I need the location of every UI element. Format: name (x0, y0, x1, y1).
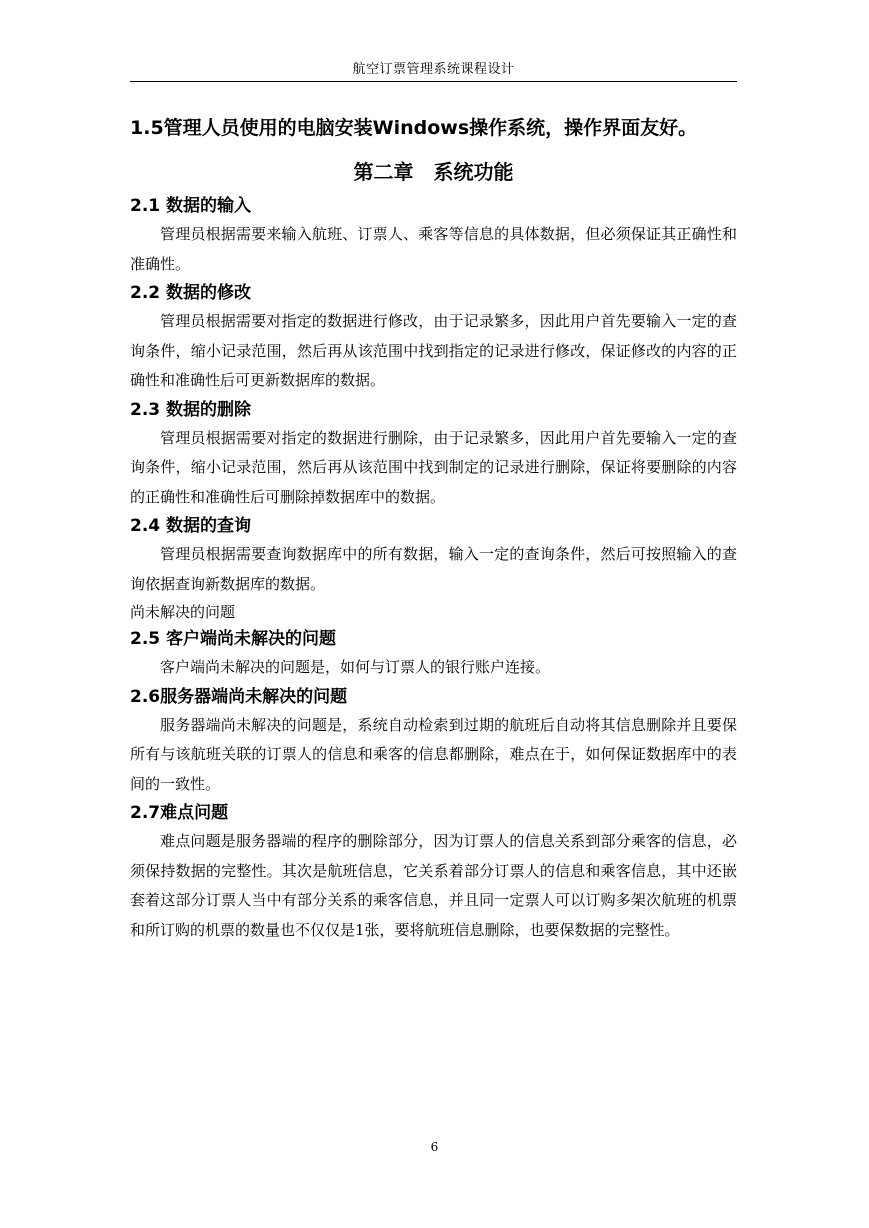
chapter-title: 第二章 系统功能 (353, 160, 514, 184)
section-body-2-2: 管理员根据需要对指定的数据进行修改，由于记录繁多，因此用户首先要输入一定的查询条件，缩小记录范围，然后再从该范围中找到指定的记录进行修改，保证修改的内容的正确性和准确性后可更新数据库的数据。 (130, 312, 737, 389)
section-heading-2-4: 2.4 数据的查询 (130, 516, 252, 536)
section-heading-2-6: 2.6服务器端尚未解决的问题 (130, 686, 348, 707)
section-body-2-1: 管理员根据需要来输入航班、订票人、乘客等信息的具体数据，但必须保证其正确性和准确性。 (130, 225, 737, 273)
section-heading-2-7: 2.7难点问题 (130, 803, 229, 823)
header-rule (130, 81, 737, 82)
section-body-2-3: 管理员根据需要对指定的数据进行删除，由于记录繁多，因此用户首先要输入一定的查询条件，缩小记录范围，然后再从该范围中找到制定的记录进行删除，保证将要删除的内容的正确性和准确性后可删除掉数据库中的数据。 (130, 428, 737, 506)
page-number: 6 (430, 1140, 439, 1154)
page-content (130, 110, 737, 945)
section-body-2-5: 客户端尚未解决的问题是，如何与订票人的银行账户连接。 (160, 658, 551, 676)
section-body-2-6: 服务器端尚未解决的问题是，系统自动检索到过期的航班后自动将其信息删除并且要保所有与该航班关联的订票人的信息和乘客的信息都删除，难点在于，如何保证数据库中的表间的一致性。 (130, 715, 737, 793)
unresolved-subtitle: 尚未解决的问题 (130, 603, 236, 621)
running-header: 航空订票管理系统课程设计 (352, 62, 515, 77)
section-heading-2-3: 2.3 数据的删除 (130, 399, 252, 420)
section-heading-2-5: 2.5 客户端尚未解决的问题 (130, 629, 337, 649)
section-heading-2-1: 2.1 数据的输入 (130, 196, 252, 216)
intro-heading: 1.5管理人员使用的电脑安装Windows操作系统，操作界面友好。 (130, 117, 698, 139)
section-heading-2-2: 2.2 数据的修改 (130, 283, 252, 303)
section-body-2-4: 管理员根据需要查询数据库中的所有数据，输入一定的查询条件，然后可按照输入的查询依据查询新数据库的数据。 (130, 545, 737, 593)
section-body-2-7: 难点问题是服务器端的程序的删除部分，因为订票人的信息关系到部分乘客的信息，必须保持数据的完整性。其次是航班信息，它关系着部分订票人的信息和乘客信息，其中还嵌套着这部分订票人当中有部分关系的乘客信息，并且同一定票人可以订购多架次航班的机票和所订购的机票的数量也不仅仅是1张，要将航班信息删除，也要保数据的完整性。 (130, 832, 737, 939)
